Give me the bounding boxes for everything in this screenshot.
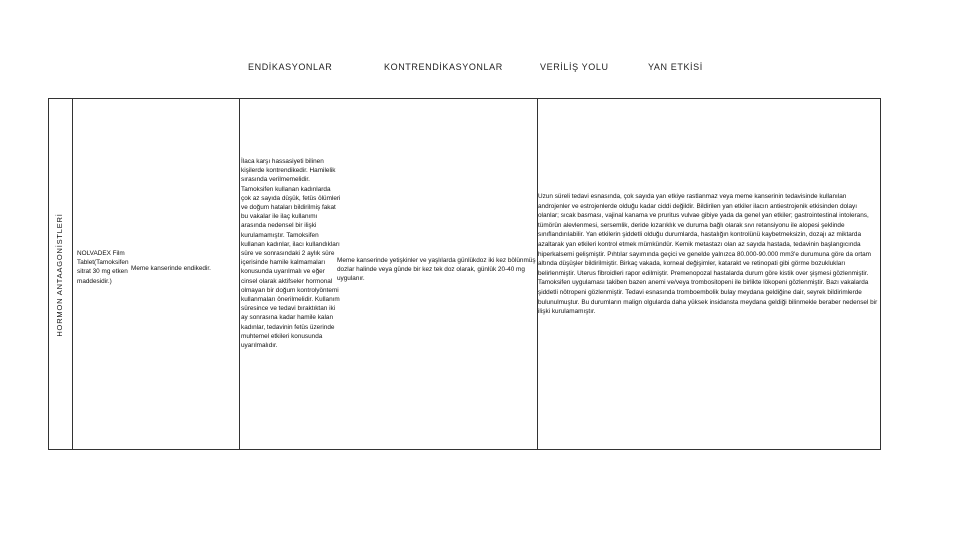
route-cell: Meme kanserinde yetişkinler ve yaşlılarda günlükdoz iki kez bölünmüş dozlar halinde veya günde bir kez tek doz olarak, günlük 20-40 mg uygulanır. [337, 257, 536, 283]
header-side-effects: YAN ETKİSİ [648, 62, 703, 72]
contraindication-cell: İlaca karşı hassasiyeti bilinen kişilerde kontrendikedir. Hamilelik sırasında verilmemelidir. Tamoksifen kullanan kadınlarda çok az sayıda düşük, fetüs ölümleri ve doğum hataları bildirilmiş fakat bu vakalar ile ilaç kullanımı arasında nedensel bir ilişki kurulamamıştır. Tamoksifen kullanan kadınlar, ilacı kullandıkları süre ve sonrasındaki 2 aylık süre içerisinde hamile kalmamaları konusunda uyarılmalı ve eğer cinsel olarak aktifseler hormonal olmayan bir doğum kontrolyöntemi kullanmaları önerilmelidir. Kullanım süresince ve tedavi bıraktıktan iki ay sonrasına kadar hamile kalan kadınlar, tedavinin fetüs üzerinde muhtemel etkileri konusunda uyarılmalıdır. [241, 158, 341, 350]
row-label-cell [48, 98, 72, 450]
drug-name-cell: NOLVADEX Film Tablet(Tamoksifen sitrat 30 mg etken maddesidir.) [77, 250, 129, 285]
row-label: HORMON ANTAAGONİSTLERİ [55, 213, 64, 337]
header-route: VERİLİŞ YOLU [540, 62, 609, 72]
indication-cell: Meme kanserinde endikedir. [131, 265, 211, 272]
side-effects-cell: Uzun süreli tedavi esnasında, çok sayıda yan etkiye rastlanmaz veya meme kanserinin tedavisinde kullanılan androjenler ve estrojenlerde olduğu kadar ciddi değildir. Bildirilen yan etkiler ilacın antiestrojenik etkisinden dolayı olanlar; sıcak basması, vajinal kanama ve pruritus vulvae gibiye yada da genel yan etkiler; gastrointestinal intolerans, tümörün alevlenmesi, sersemlik, deride kızarıklık ve duruma bağlı olarak sıvı retansiyonu ile alopesi şeklinde sınıflandırılabilir. Yan etkilerin şiddetli olduğu durumlarda, hastalığın kontrolünü kaybetmeksizin, dozajı az miktarda azaltarak yan etkileri kontrol etmek mümkündür. Kemik metastazı olan az sayıda hastada, tedavinin başlangıcında hiperkalsemi gelişmiştir. Pıhtılar sayımında geçici ve genelde yalnızca 80.000-90.000 mm3'e durumuna göre da ortam altında düşüşler bildirilmiştir. Birkaç vakada, korneal değişimler, katarakt ve retinopati gibi görme bozuklukları belirlenmiştir. Uterus fibroidleri rapor edilmiştir. Premenopozal hastalarda durum göre kistik over şişmesi gözlenmiştir. Tamoksifen uygulaması takiben bazen anemi ve/veya trombositopeni ile birlikte lökopeni gözlenmiştir. Bazı vakalarda şiddetli nötropeni gözlenmiştir. Tedavi esnasında tromboembolik bulay meydana geldiğine dair, seyrek bildirimlerde bulunulmuştur. Bu durumların malign olgularda daha yüksek insidansta meydana geldiği bilinmekle beraber nedensel bir ilişki kurulamamıştır. [538, 193, 878, 316]
column-divider [239, 99, 240, 449]
header-indications: ENDİKASYONLAR [248, 62, 333, 72]
header-contraindications: KONTRENDİKASYONLAR [384, 62, 503, 72]
drug-table [72, 98, 881, 450]
